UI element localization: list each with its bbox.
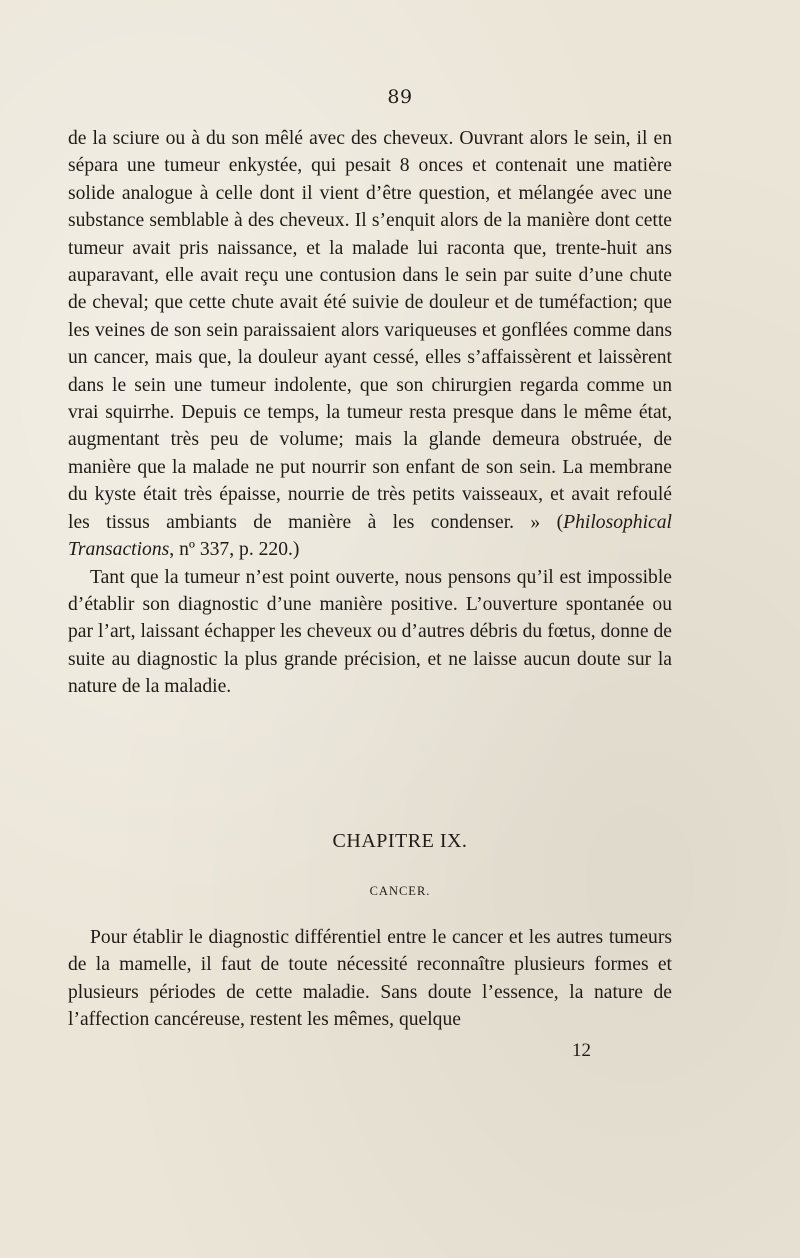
chapter-heading: CHAPITRE IX. bbox=[332, 830, 468, 852]
paragraph-3: Pour établir le diagnostic différentiel entre le cancer et les autres tumeurs de la mamelle, il faut de toute nécessité reconnaître plusieurs formes et plusieurs périodes de cette maladie. Sans doute l’essence, la nature de l’affection cancéreuse, restent les mêmes, quelque bbox=[68, 927, 672, 1031]
body-text-upper bbox=[68, 125, 672, 701]
citation-title: Philosophical Transactions bbox=[68, 511, 672, 561]
paragraph-2: Tant que la tumeur n’est point ouverte, nous pensons qu’il est impossible d’établir son diagnostic d’une manière positive. L’ouverture spontanée ou par l’art, laissant échapper les cheveux ou d’autres débris du fœtus, donne de suite au diagnostic la plus grande précision, et ne laisse aucun doute sur la nature de la maladie. bbox=[68, 566, 672, 698]
body-text-lower bbox=[68, 924, 672, 1034]
citation-reference: , nº 337, p. 220.) bbox=[169, 539, 300, 561]
signature-mark: 12 bbox=[572, 1040, 591, 1061]
section-heading: CANCER. bbox=[369, 884, 431, 898]
page-number: 89 bbox=[387, 86, 413, 108]
paragraph-1-text: de la sciure ou à du son mêlé avec des cheveux. Ouvrant alors le sein, il en sépara une tumeur enkystée, qui pesait 8 onces et contenait une matière solide analogue à celle dont il vient d’être question, et mélangée avec une substance semblable à des cheveux. Il s’enquit alors de la manière dont cette tumeur avait pris naissance, et la malade lui raconta que, trente-huit ans auparavant, elle avait reçu une contusion dans le sein par suite d’une chute de cheval; que cette chute avait été suivie de douleur et de tuméfaction; que les veines de son sein paraissaient alors variqueuses et gonflées comme dans un cancer, mais que, la douleur ayant cessé, elles s’affaissèrent et laissèrent dans le sein une tumeur indolente, que son chirurgien regarda comme un vrai squirrhe. Depuis ce temps, la tumeur resta presque dans le même état, augmentant très peu de volume; mais la glande demeura obstruée, de manière que la malade ne put nourrir son enfant de son sein. La membrane du kyste était très épaisse, nourrie de très petits vaisseaux, et avait refoulé les tissus ambiants de manière à les condenser. » ( bbox=[68, 128, 672, 533]
paragraph-continuation bbox=[68, 125, 672, 564]
